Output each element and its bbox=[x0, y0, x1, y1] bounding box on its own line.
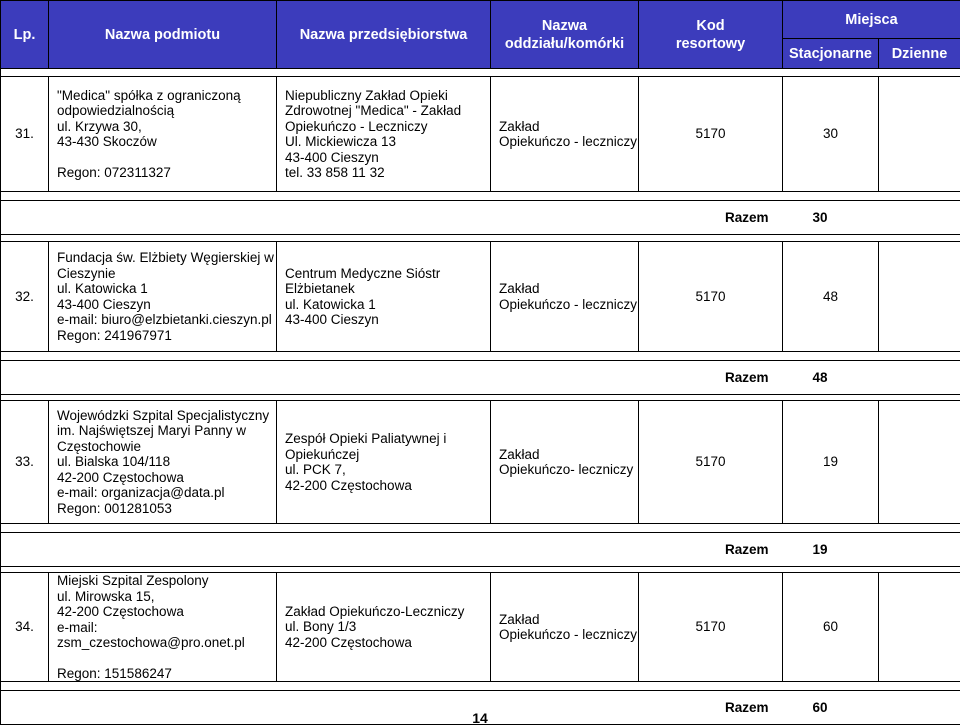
podmiot-line: Regon: 072311327 bbox=[57, 164, 171, 180]
przedsiebiorstwo-line: ul. Katowicka 1 bbox=[285, 296, 376, 312]
razem-value: 60 bbox=[783, 691, 960, 725]
cell-przedsiebiorstwo bbox=[277, 77, 491, 192]
cell-stacjonarne: 48 bbox=[783, 242, 879, 352]
cell-lp: 31. bbox=[1, 77, 49, 192]
summary-row bbox=[1, 201, 960, 235]
table-row bbox=[1, 401, 960, 524]
spacer-row bbox=[1, 682, 960, 691]
header-oddzial bbox=[491, 1, 639, 69]
podmiot-line: 43-430 Skoczów bbox=[57, 134, 157, 150]
spacer-row bbox=[1, 235, 960, 242]
cell-stacjonarne: 60 bbox=[783, 573, 879, 682]
cell-kod: 5170 bbox=[639, 77, 783, 192]
header-dzienne: Dzienne bbox=[879, 39, 960, 69]
oddzial-line: Opiekuńczo - leczniczy bbox=[499, 134, 638, 149]
header-przedsiebiorstwo: Nazwa przedsiębiorstwa bbox=[277, 1, 491, 69]
cell-podmiot bbox=[49, 401, 277, 524]
oddzial-line: Zakład bbox=[499, 281, 540, 296]
podmiot-line: ul. Bialska 104/118 bbox=[57, 454, 171, 470]
przedsiebiorstwo-line: Zespół Opieki Paliatywnej i bbox=[285, 431, 447, 446]
oddzial-line: Opiekuńczo - leczniczy bbox=[499, 627, 638, 642]
razem-value: 30 bbox=[783, 201, 960, 235]
header-oddzial-line-1: Nazwa bbox=[541, 17, 588, 34]
cell-oddzial bbox=[491, 573, 639, 682]
cell-lp: 34. bbox=[1, 573, 49, 682]
cell-podmiot bbox=[49, 242, 277, 352]
header-oddzial-line-2: oddziału/komórki bbox=[504, 35, 625, 52]
header-lp: Lp. bbox=[1, 1, 49, 69]
przedsiebiorstwo-line: Zakład Opiekuńczo-Leczniczy bbox=[285, 603, 465, 619]
spacer-row bbox=[1, 352, 960, 361]
podmiot-line: ul. Krzywa 30, bbox=[57, 118, 142, 134]
spacer-row bbox=[1, 69, 960, 77]
podmiot-line: Regon: 001281053 bbox=[57, 500, 172, 516]
oddzial-line: Zakład bbox=[499, 446, 540, 462]
summary-row bbox=[1, 533, 960, 567]
podmiot-line: e-mail: bbox=[57, 619, 98, 635]
cell-oddzial bbox=[491, 401, 639, 524]
header-podmiot: Nazwa podmiotu bbox=[49, 1, 277, 69]
table-body bbox=[1, 69, 960, 725]
podmiot-line: Wojewódzki Szpital Specjalistyczny bbox=[57, 407, 270, 423]
przedsiebiorstwo-line: ul. Bony 1/3 bbox=[285, 619, 357, 635]
header-kod-line-1: Kod bbox=[696, 17, 725, 34]
cell-stacjonarne: 19 bbox=[783, 401, 879, 524]
spacer-row bbox=[1, 192, 960, 201]
przedsiebiorstwo-line: Elżbietanek bbox=[285, 281, 355, 296]
podmiot-line: odpowiedzialnością bbox=[57, 103, 175, 119]
cell-przedsiebiorstwo bbox=[277, 573, 491, 682]
podmiot-line: ul. Katowicka 1 bbox=[57, 281, 148, 296]
cell-dzienne bbox=[879, 573, 960, 682]
podmiot-line bbox=[57, 651, 276, 666]
table-row bbox=[1, 242, 960, 352]
podmiot-line: Częstochowie bbox=[57, 438, 142, 454]
podmiot-line: 42-200 Częstochowa bbox=[57, 469, 184, 485]
przedsiebiorstwo-line: 43-400 Cieszyn bbox=[285, 149, 379, 165]
podmiot-line: Cieszynie bbox=[57, 265, 116, 281]
razem-label: Razem bbox=[1, 201, 783, 235]
cell-podmiot bbox=[49, 77, 277, 192]
cell-oddzial bbox=[491, 242, 639, 352]
podmiot-line: e-mail: biuro@elzbietanki.cieszyn.pl bbox=[57, 312, 272, 327]
podmiot-line: im. Najświętszej Maryi Panny w bbox=[57, 423, 247, 439]
header-stacjonarne: Stacjonarne bbox=[783, 39, 879, 69]
podmiot-line: Miejski Szpital Zespolony bbox=[57, 573, 209, 588]
cell-przedsiebiorstwo bbox=[277, 401, 491, 524]
razem-label: Razem bbox=[1, 691, 783, 725]
header-kod bbox=[639, 1, 783, 69]
przedsiebiorstwo-line: tel. 33 858 11 32 bbox=[285, 165, 385, 180]
cell-stacjonarne: 30 bbox=[783, 77, 879, 192]
razem-label: Razem bbox=[1, 361, 783, 395]
cell-kod: 5170 bbox=[639, 401, 783, 524]
razem-value: 19 bbox=[783, 533, 960, 567]
oddzial-line: Zakład bbox=[499, 118, 540, 134]
podmiot-line: ul. Mirowska 15, bbox=[57, 588, 155, 604]
podmiot-line: Fundacja św. Elżbiety Węgierskiej w bbox=[57, 250, 274, 265]
header-miejsca: Miejsca bbox=[783, 1, 960, 39]
cell-kod: 5170 bbox=[639, 242, 783, 352]
table-row bbox=[1, 77, 960, 192]
cell-kod: 5170 bbox=[639, 573, 783, 682]
podmiot-line: 42-200 Częstochowa bbox=[57, 604, 184, 619]
oddzial-line: Zakład bbox=[499, 611, 540, 627]
summary-row bbox=[1, 361, 960, 395]
podmiot-line: Regon: 241967971 bbox=[57, 327, 172, 343]
przedsiebiorstwo-line: Opiekuńczo - Leczniczy bbox=[285, 118, 428, 134]
przedsiebiorstwo-line: Niepubliczny Zakład Opieki bbox=[285, 87, 448, 103]
table-row bbox=[1, 573, 960, 682]
przedsiebiorstwo-line: Centrum Medyczne Sióstr bbox=[285, 265, 441, 281]
cell-dzienne bbox=[879, 77, 960, 192]
header-kod-line-2: resortowy bbox=[675, 35, 746, 52]
cell-dzienne bbox=[879, 401, 960, 524]
przedsiebiorstwo-line: ul. PCK 7, bbox=[285, 462, 346, 477]
cell-oddzial bbox=[491, 77, 639, 192]
razem-value: 48 bbox=[783, 361, 960, 395]
przedsiebiorstwo-line: Ul. Mickiewicza 13 bbox=[285, 134, 397, 149]
przedsiebiorstwo-line: 42-200 Częstochowa bbox=[285, 634, 412, 650]
oddzial-line: Opiekuńczo- leczniczy bbox=[499, 462, 634, 477]
podmiot-line bbox=[57, 150, 276, 165]
podmiot-line: e-mail: organizacja@data.pl bbox=[57, 485, 225, 501]
spacer-row bbox=[1, 524, 960, 533]
przedsiebiorstwo-line: 42-200 Częstochowa bbox=[285, 477, 412, 493]
cell-przedsiebiorstwo bbox=[277, 242, 491, 352]
razem-label: Razem bbox=[1, 533, 783, 567]
podmiot-line: zsm_czestochowa@pro.onet.pl bbox=[57, 635, 245, 650]
przedsiebiorstwo-line: Opiekuńczej bbox=[285, 446, 360, 462]
podmiot-line: "Medica" spółka z ograniczoną bbox=[57, 87, 241, 103]
cell-podmiot bbox=[49, 573, 277, 682]
cell-lp: 33. bbox=[1, 401, 49, 524]
przedsiebiorstwo-line: 43-400 Cieszyn bbox=[285, 312, 379, 327]
podmiot-line: 43-400 Cieszyn bbox=[57, 296, 151, 312]
cell-dzienne bbox=[879, 242, 960, 352]
oddzial-line: Opiekuńczo - leczniczy bbox=[499, 296, 638, 312]
cell-lp: 32. bbox=[1, 242, 49, 352]
przedsiebiorstwo-line: Zdrowotnej "Medica" - Zakład bbox=[285, 103, 462, 118]
page-number: 14 bbox=[472, 710, 488, 726]
podmiot-line: Regon: 151586247 bbox=[57, 665, 172, 681]
